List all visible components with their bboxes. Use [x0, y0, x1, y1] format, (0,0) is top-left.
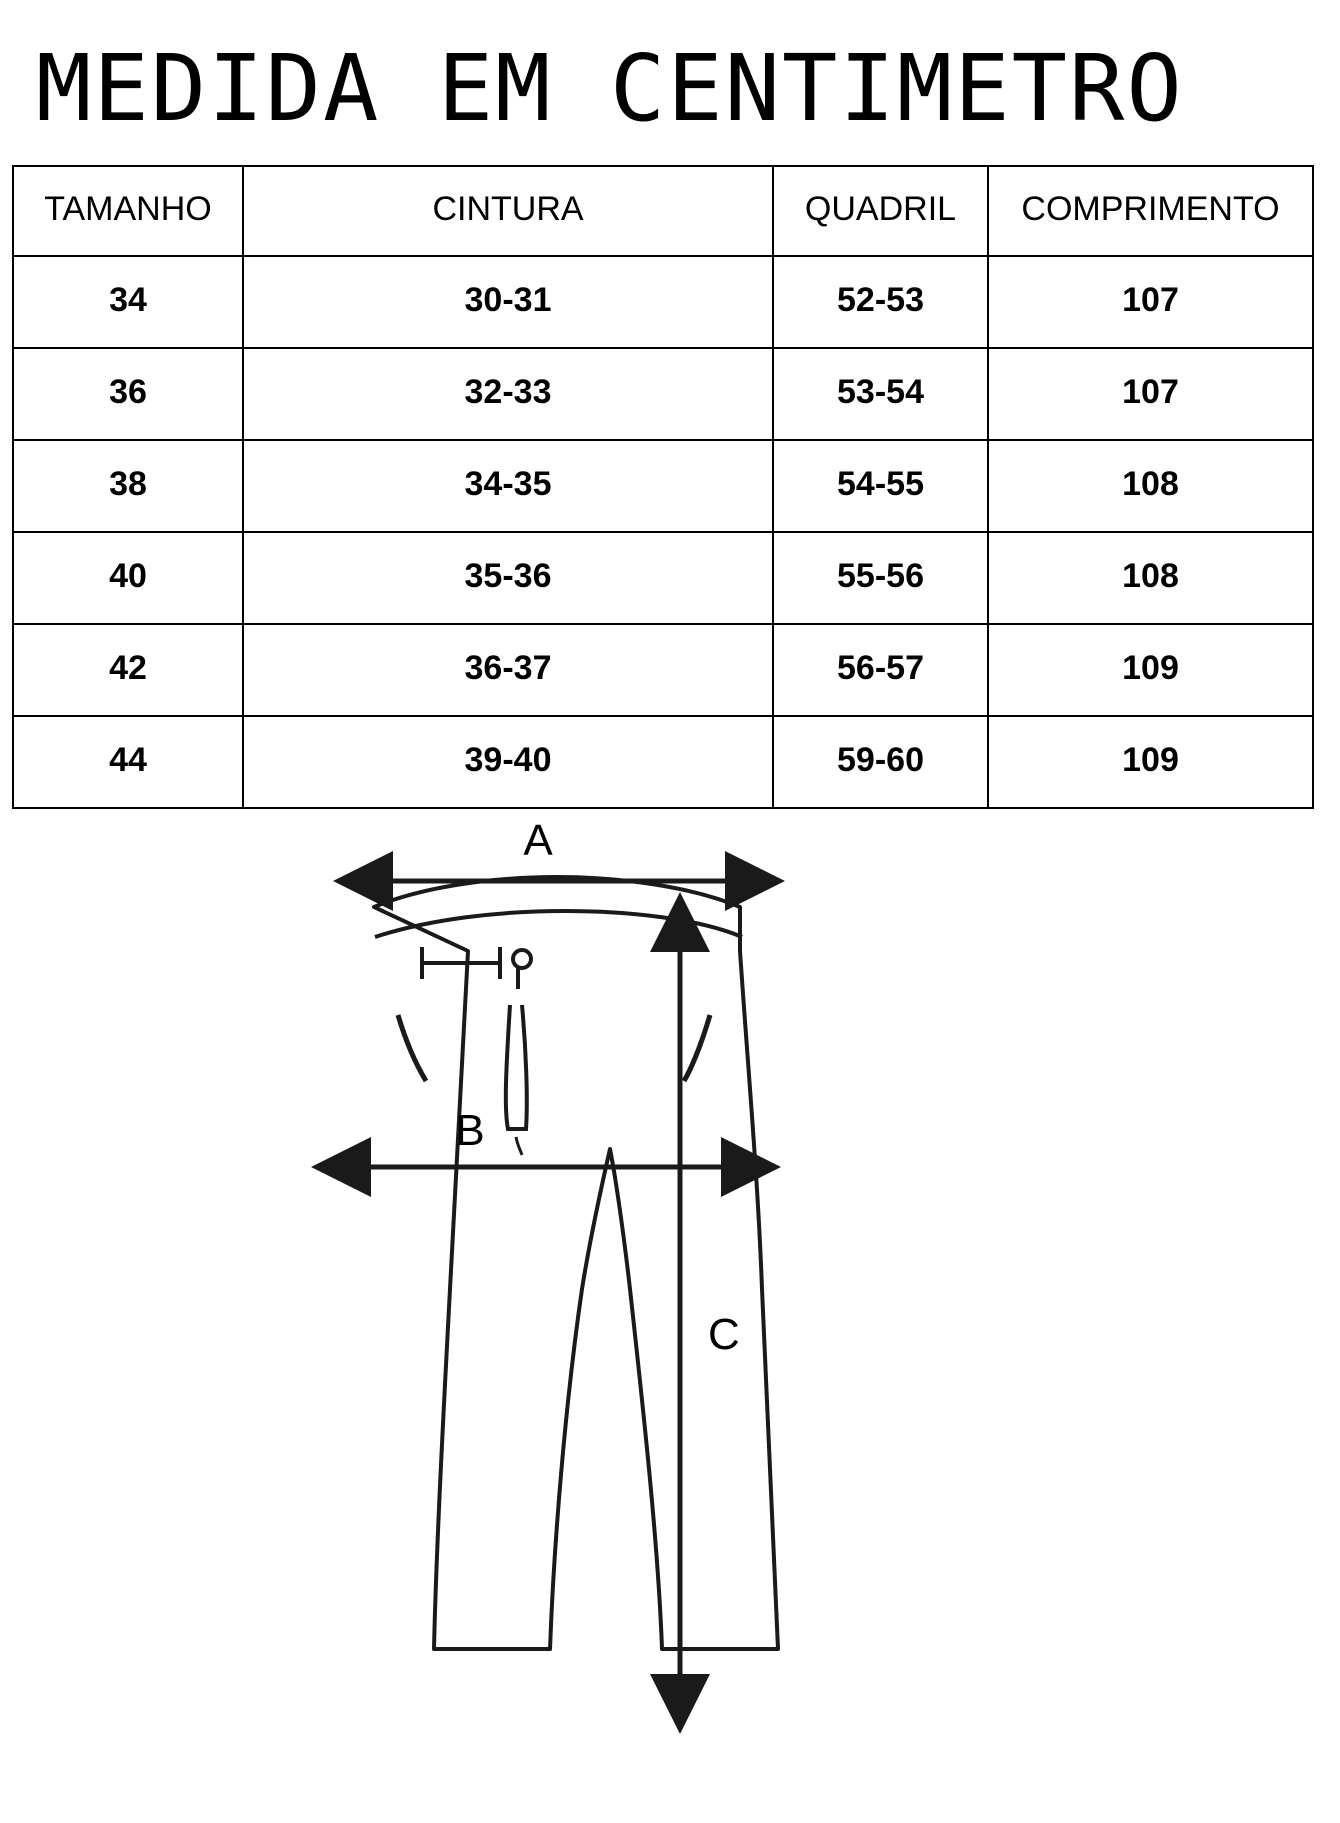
pants-diagram — [0, 819, 1340, 1759]
page-title: MEDIDA EM CENTIMETRO — [36, 35, 1184, 142]
table-row — [13, 624, 1313, 716]
size-table — [12, 165, 1314, 809]
column-header-quadril: QUADRIL — [773, 166, 988, 256]
cell-tamanho: 40 — [13, 532, 243, 624]
cell-comprimento: 107 — [988, 256, 1313, 348]
cell-tamanho: 44 — [13, 716, 243, 808]
cell-tamanho: 42 — [13, 624, 243, 716]
pants-outline-icon — [374, 877, 778, 1649]
dimension-label-a: A — [523, 819, 553, 866]
cell-comprimento: 109 — [988, 624, 1313, 716]
column-header-comprimento: COMPRIMENTO — [988, 166, 1313, 256]
cell-quadril: 53-54 — [773, 348, 988, 440]
table-header-row — [13, 166, 1313, 256]
cell-cintura: 32-33 — [243, 348, 773, 440]
cell-tamanho: 38 — [13, 440, 243, 532]
dimension-label-b: B — [455, 1106, 485, 1156]
cell-quadril: 54-55 — [773, 440, 988, 532]
size-table-container — [12, 165, 1328, 809]
cell-comprimento: 107 — [988, 348, 1313, 440]
cell-tamanho: 34 — [13, 256, 243, 348]
cell-cintura: 36-37 — [243, 624, 773, 716]
cell-quadril: 55-56 — [773, 532, 988, 624]
cell-cintura: 39-40 — [243, 716, 773, 808]
cell-comprimento: 108 — [988, 440, 1313, 532]
pocket-left — [398, 1015, 426, 1081]
cell-comprimento: 109 — [988, 716, 1313, 808]
cell-cintura: 34-35 — [243, 440, 773, 532]
table-row — [13, 440, 1313, 532]
column-header-tamanho: TAMANHO — [13, 166, 243, 256]
cell-cintura: 30-31 — [243, 256, 773, 348]
cell-quadril: 52-53 — [773, 256, 988, 348]
size-chart-page — [0, 35, 1340, 1823]
column-header-cintura: CINTURA — [243, 166, 773, 256]
cell-quadril: 59-60 — [773, 716, 988, 808]
table-row — [13, 532, 1313, 624]
table-row — [13, 256, 1313, 348]
cell-cintura: 35-36 — [243, 532, 773, 624]
table-row — [13, 716, 1313, 808]
table-row — [13, 348, 1313, 440]
dimension-label-c: C — [708, 1310, 740, 1360]
cell-comprimento: 108 — [988, 532, 1313, 624]
cell-tamanho: 36 — [13, 348, 243, 440]
cell-quadril: 56-57 — [773, 624, 988, 716]
